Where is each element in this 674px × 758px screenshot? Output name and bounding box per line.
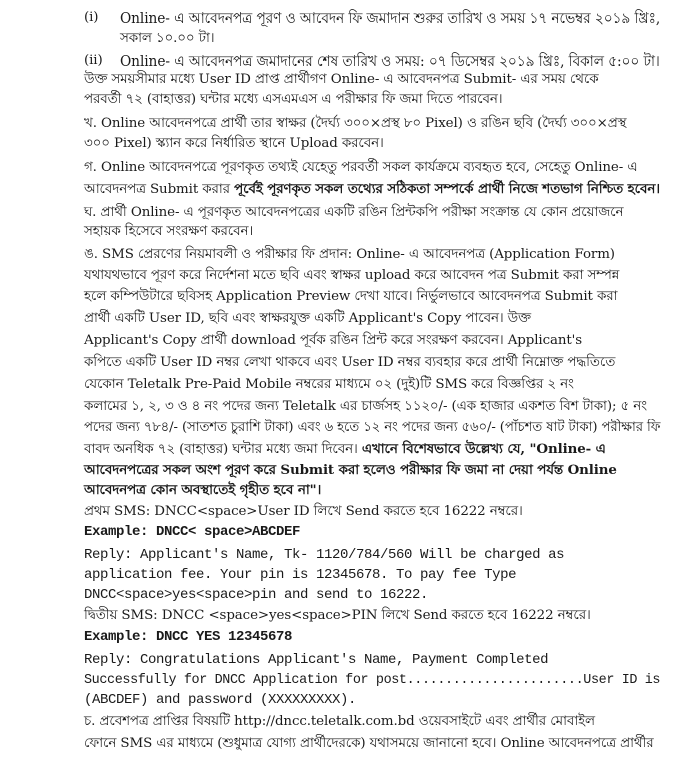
item-uma-line-6: কপিতে একটি User ID নম্বর লেখা থাকবে এবং User ID নম্বর ব্যবহার করে প্রার্থী নিম্নোক্ত পদ্ধতিতে: [84, 355, 616, 370]
sms1-instruction: প্রথম SMS: DNCC<space>User ID লিখে Send করতে হবে 16222 নম্বরে।: [84, 504, 523, 519]
item-uma-line-10-bold: এখানে বিশেষভাবে উল্লেখ্য যে, "Online- এ: [361, 441, 606, 457]
item-gha-line-1: ঘ. প্রার্থী Online- এ পূরণকৃত আবেদনপত্রের একটি রঙিন প্রিন্টকপি পরীক্ষা সংক্রান্ত যে কোন প্রয়োজনে: [84, 205, 624, 220]
item-uma-line-2: যথাযথভাবে পূরণ করে নির্দেশনা মতে ছবি এবং স্বাক্ষর upload করে আবেদন পত্র Submit করা সম্পন্ন: [84, 268, 620, 283]
sms1-example: Example: DNCC< space>ABCDEF: [84, 524, 301, 540]
item-uma-line-11: আবেদনপত্রের সকল অংশ পূরণ করে Submit করা হলেও পরীক্ষার ফি জমা না দেয়া পর্যন্ত Online: [84, 462, 617, 478]
item-uma-line-10-plain: বাবদ অনধিক ৭২ (বাহাত্তর) ঘন্টার মধ্যে জমা দিবেন।: [84, 442, 362, 457]
item-ii-line-3: পরবর্তী ৭২ (বাহাত্তর) ঘন্টার মধ্যে এসএমএস এ পরীক্ষার ফি জমা দিতে পারবেন।: [84, 92, 503, 107]
item-ga-line-2: [84, 181, 660, 198]
item-kha-line-1: খ. Online আবেদনপত্রে প্রার্থী তার স্বাক্ষর (দৈর্ঘ্য ৩০০×প্রস্থ ৮০ Pixel) ও রঙিন ছবি (দৈর্ঘ্য ৩০০×প্রস্থ: [84, 116, 627, 131]
item-ii-marker: (ii): [84, 53, 103, 68]
item-i-line-1: Online- এ আবেদনপত্র পূরণ ও আবেদন ফি জমাদান শুরুর তারিখ ও সময় ১৭ নভেম্বর ২০১৯ খ্রিঃ,: [120, 9, 661, 27]
sms2-reply-line-1: Reply: Congratulations Applicant's Name, Payment Completed: [84, 652, 549, 668]
sms1-reply-line-3: DNCC<space>yes<space>pin and send to 16222.: [84, 587, 429, 603]
sms1-reply-line-1: Reply: Applicant's Name, Tk- 1120/784/560 Will be charged as: [84, 547, 565, 563]
item-cha-line-1: চ. প্রবেশপত্র প্রাপ্তির বিষয়টি http://dncc.teletalk.com.bd ওয়েবসাইটে এবং প্রার্থীর মোবাইল: [84, 714, 595, 729]
item-uma-line-7: যেকোন Teletalk Pre-Paid Mobile নম্বরের মাধ্যমে ০২ (দুই)টি SMS করে বিজ্ঞপ্তির ২ নং: [84, 377, 574, 392]
item-i-line-2: সকাল ১০.০০ টা।: [120, 31, 215, 46]
item-uma-line-3: হলে কম্পিউটারে ছবিসহ Application Preview দেখা যাবে। নির্ভুলভাবে আবেদনপত্র Submit করা: [84, 289, 618, 304]
item-uma-line-8: কলামের ১, ২, ৩ ও ৪ নং পদের জন্য Teletalk এর চার্জসহ ১১২০/- (এক হাজার একশত বিশ টাকা); ৫ নং: [84, 399, 647, 414]
item-ga-line-2-plain: আবেদনপত্র Submit করার: [84, 182, 235, 197]
item-uma-line-5: Applicant's Copy প্রার্থী download পূর্বক রঙিন প্রিন্ট করে সংরক্ষণ করবেন। Applicant's: [84, 333, 583, 348]
item-ii-line-1: Online- এ আবেদনপত্র জমাদানের শেষ তারিখ ও সময়: ০৭ ডিসেম্বর ২০১৯ খ্রিঃ, বিকাল ৫:০০ টা।: [120, 52, 660, 70]
item-uma-line-4: প্রার্থী একটি User ID, ছবি এবং স্বাক্ষরযুক্ত একটি Applicant's Copy পাবেন। উক্ত: [84, 311, 531, 326]
sms2-reply-line-2: Successfully for DNCC Application for post.......................User ID is: [84, 672, 661, 688]
sms2-example: Example: DNCC YES 12345678: [84, 629, 293, 645]
sms1-reply-line-2: application fee. Your pin is 12345678. To pay fee Type: [84, 567, 517, 583]
item-uma-line-12: আবেদনপত্র কোন অবস্থাতেই গৃহীত হবে না"।: [84, 482, 322, 498]
item-gha-line-2: সহায়ক হিসেবে সংরক্ষণ করবেন।: [84, 224, 254, 239]
item-kha-line-2: ৩০০ Pixel) স্ক্যান করে নির্ধারিত স্থানে Upload করবেন।: [84, 136, 384, 151]
item-ga-line-2-bold: পূর্বেই পূরণকৃত সকল তথ্যের সঠিকতা সম্পর্কে প্রার্থী নিজে শতভাগ নিশ্চিত হবেন।: [234, 181, 660, 197]
sms2-reply-line-3: (ABCDEF) and password (XXXXXXXXX).: [84, 692, 357, 708]
item-uma-line-1: ঙ. SMS প্রেরণের নিয়মাবলী ও পরীক্ষার ফি প্রদান: Online- এ আবেদনপত্র (Application Form): [84, 247, 615, 262]
sms2-instruction: দ্বিতীয় SMS: DNCC <space>yes<space>PIN লিখে Send করতে হবে 16222 নম্বরে।: [84, 608, 591, 623]
item-uma-line-9: পদের জন্য ৭৮৪/- (সাতশত চুরাশি টাকা) এবং ৬ হতে ১২ নং পদের জন্য ৫৬০/- (পাঁচশত ষাট টাকা) পরীক্ষার ফি: [84, 420, 661, 435]
item-cha-line-2: ফোনে SMS এর মাধ্যমে (শুধুমাত্র যোগ্য প্রার্থীদেরকে) যথাসময়ে জানানো হবে। Online আবেদনপত্রে প্রার্থীর: [84, 736, 654, 751]
item-ga-line-1: গ. Online আবেদনপত্রে পূরণকৃত তথ্যই যেহেতু পরবর্তী সকল কার্যক্রমে ব্যবহৃত হবে, সেহেতু Online- এ: [84, 160, 638, 175]
item-ii-line-2: উক্ত সময়সীমার মধ্যে User ID প্রাপ্ত প্রার্থীগণ Online- এ আবেদনপত্র Submit- এর সময় থেকে: [84, 72, 599, 87]
item-i-marker: (i): [84, 10, 99, 25]
item-uma-line-10: [84, 441, 606, 458]
